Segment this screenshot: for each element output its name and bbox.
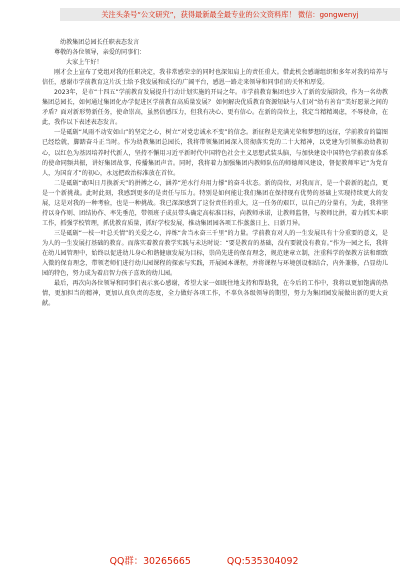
qq-group-number: QQ群：30265665 — [109, 556, 191, 567]
promo-banner: 关注头条号“公文研究”，获得最新最全最专业的公文资料库！ 微信：gongwenyj — [60, 8, 400, 21]
paragraph-closing: 最后，再次向各位领导和同事们表示衷心感谢，希望大家一如既往地支持和帮助我，在今后的工作中，我将以更加饱满的热情，更加担当的精神，更加认真负责的态度，全力做好各项工作，不辜负各级领导的期望，努力为集团园发展做出新的更大贡献。 — [42, 280, 388, 308]
paragraph-point-two: 二是砥砺“敢叫日月换新天”的拼搏之心，涵养“逆水行舟用力撑”的奋斗状态。新的岗位，对我而言，是一个崭新的起点，更是一个新挑战。此时此刻，我感到更多的是责任与压力。特别是如何能让我们集团在保持现有优势的基础上实现持续更大的发展，这是对我的一种考验，也是一种挑战。我已深深感到了这份责任的重大，这一任务的艰巨，以自己的分量有，为此，我将坚持以身作则、团结协作、率先垂范，带领班子成员带头确定高标准目标，向教师承诺，让教师监督，与教师比拼，着力抓实本职工作，抓强学校管理，抓优教育质量，抓好学校发展，推动集团园各项工作蒸蒸日上、日新月异。 — [42, 179, 388, 227]
paragraph-context: 2023年，是市“十四五”学前教育发展提升行动计划实施的开局之年。市学前教育集团也步入了新的发展阶段，作为一名幼教集团总园长，如何通过集团化办学促进区学前教育高质量发展？ 如何解决优质教育资源短缺与人们对“幼有善育”美好愿景之间的矛盾？面对新形势新任务，使命崇高，虽然倍感压力，但我有决心、更有信心。在新的岗位上，我定当精精竭虑，不辱使命，在此，我作以下表述表态发言。 — [42, 89, 388, 127]
qq-number: QQ:535304092 — [226, 556, 299, 567]
speech-document — [42, 38, 388, 518]
paragraph-point-three: 三是砥砺“一枝一叶总关情”的关爱之心，淬炼“舍当永奋三千里”的力量。学前教育对人的一生发展具有十分重要的意义，是为人的一生发展打基础的教育。而落实着教育教学实践与未达时说：“要是教育的基础，没有要就没有教育。”作为一园之长，我将在幼儿园管理中，始终以促进幼儿身心和谐健康发展为目标，崇尚先进的保育理念，规范建章立制，注重科学的保教方法和细致入微的保育理念，带领老师们进行幼儿园课程的探索与实践，开展园本课程，并将课程与环境创设相结合，内外兼修，凸显幼儿园的特色，努力成为着启智力孩子喜欢的幼儿园。 — [42, 229, 388, 278]
greeting-line: 尊敬的各位领导，亲爱的同事们： — [54, 49, 146, 57]
contact-footer — [0, 556, 408, 568]
salutation-line: 大家上午好！ — [66, 59, 103, 67]
speech-title: 幼教集团总园长任职表态发言 — [60, 39, 140, 46]
paragraph-point-one: 一是砥砺“风雨不动安如山”的坚定之心，树立“对党忠诚永不变”的信念。新征程是充满光荣和梦想的远征，学前教育的篇图已经绘就，脚踏奋斗正当时。作为幼教集团总园长，我将带领集团园深入贯彻落实党的二十大精神，以党建为引领推动幼教初心，以红色为基因培养时代新人，坚持不懈用习近平新时代中国特色社会主义思想武装头脑，与加快建设中国特色学前教育体系的使命同频共振，讲好集团故事，传播集团声音。同时，我将着力加强集团内教师队伍的师德师风建设，督促教师牢记“为党育人，为国育才”的初心，永远把政治标准放在首位。 — [42, 129, 388, 177]
paragraph-intro: 刚才会上宣布了党组对我的任职决定，我非常感荣幸的同时也深知肩上的责任重大。借此机会感谢组织和多年对我的培养与信任，感谢市学前教育这片沃土给予我发展和成长的广阔平台，感恩一路走来领导和同事们的关怀和厚爱。 — [42, 69, 388, 87]
